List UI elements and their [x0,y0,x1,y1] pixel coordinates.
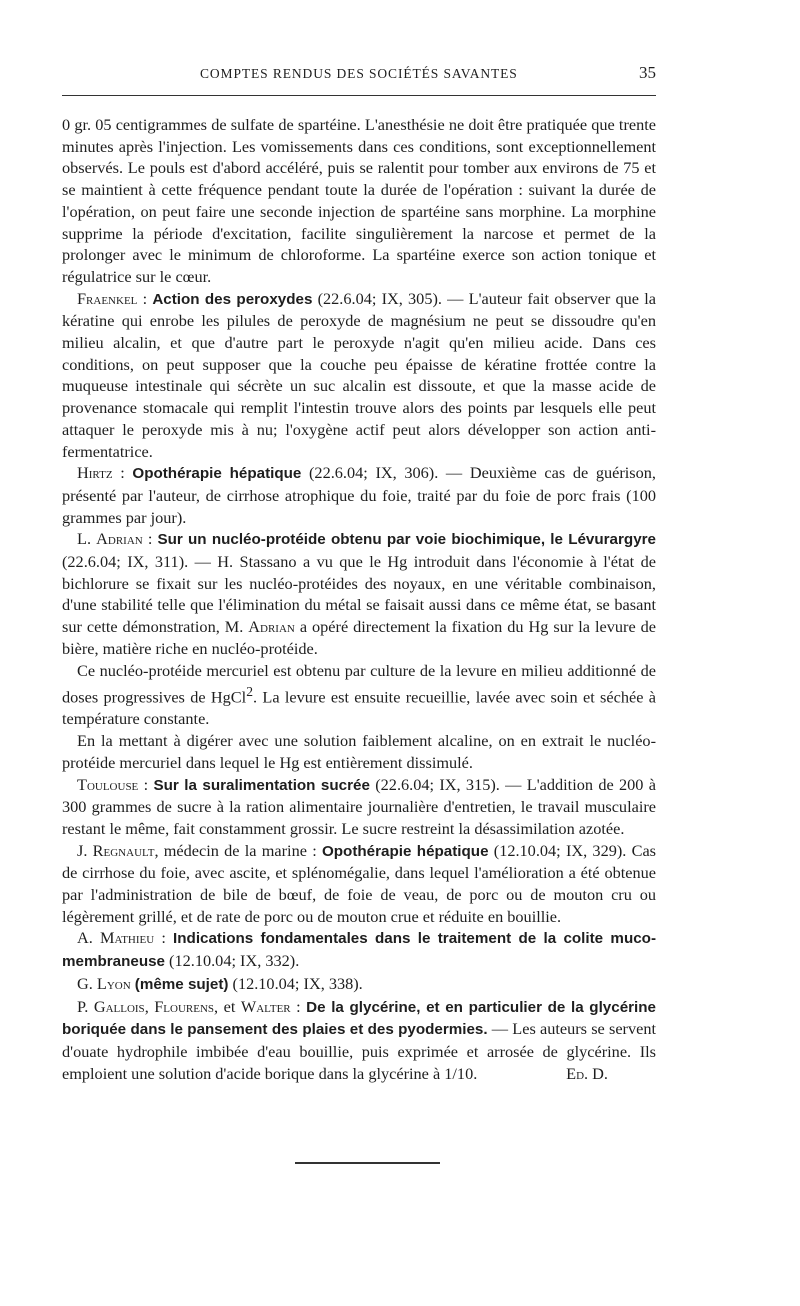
entry-title: Opothérapie hépatique [132,465,302,483]
paragraph-continuation [62,114,656,288]
author-name: Adrian [96,529,143,549]
author-name: Gallois [93,996,145,1016]
author-name: Hirtz [77,463,113,483]
entry-regnault [62,840,656,928]
entry-text: — Les auteurs se servent d'ouate hydrophile imbibée d'eau bouillie, puis exprimée et arrosée de glycérine. Ils emploient une solution d'acide borique dans la glycérine à 1/10. [62,1019,656,1083]
superscript: 2 [246,684,253,700]
author-name: Toulouse [77,774,139,794]
separator: , et [214,996,241,1016]
entry-text: (12.10.04; IX, 329). Cas de cirrhose du foie, avec ascite, et splénomégalie, dans lequel l'amélioration a été obtenue par l'administration de bile de bœuf, de foie de veau, de porc ou de mouton cru ou légèrement grillé, et de rate de porc ou de mouton crue et réduite en bouillie. [62,840,657,926]
author-name: Lyon [96,973,131,993]
author-name: Mathieu [100,928,155,948]
entry-fraenkel [62,288,656,463]
paragraph-text: 0 gr. 05 centigrammes de sulfate de spartéine. L'anesthésie ne doit être pratiquée que trente minutes après l'injection. Les vomissements dans ces conditions, sont exceptionnellement observés. Le pouls est d'abord accéléré, puis se ralentit pour tomber aux environs de 75 et se maintient à cette fréquence pendant toute la durée de l'opération : suivant la durée de l'opération, on peut faire une seconde injection de spartéine sans morphine. La morphine supprime la période d'excitation, facilite singulièrement la narcose et permet de la prolonger avec le minimum de chloroforme. La spartéine exerce son action tonique et régulatrice sur le cœur. [62,115,656,286]
entry-text: (22.6.04; IX, 315). — L'addition de 200 à 300 grammes de sucre à la ration alimentaire journalière d'entretien, le travail musculaire restant le même, fait constamment grossir. Le sucre restreint la désassimilation azotée. [62,774,656,838]
running-head: COMPTES RENDUS DES SOCIÉTÉS SAVANTES [200,66,518,81]
separator: : [138,774,154,794]
entry-text: (12.10.04; IX, 332). [164,951,300,971]
entry-lyon [62,973,656,996]
body-text [62,114,656,1084]
entry-text: (12.10.04; IX, 338). [228,973,363,993]
author-name: Adrian [248,617,295,637]
page-number: 35 [639,63,656,82]
author-name: Fraenkel [77,288,138,308]
entry-text: (22.6.04; IX, 306). — Deuxième cas de guérison, présenté par l'auteur, de cirrhose atrophique du foie, traité par du foie de porc frais (100 grammes par jour). [62,463,656,527]
separator: : [290,996,307,1016]
header-rule [62,95,656,96]
author-initial: P. [77,996,94,1016]
page-header [62,63,656,90]
entry-gallois [62,996,656,1085]
separator: : [112,463,133,483]
author-name: Flourens [154,996,215,1016]
entry-text: a opéré directement la fixation du Hg sur la levure de bière, matière riche en nucléo-protéide. [62,617,656,658]
paragraph-text: . La levure est ensuite recueillie, lavée avec soin et séchée à température constante. [62,687,656,729]
entry-adrian [62,528,656,659]
entry-title: Action des peroxydes [152,290,313,308]
entry-title: Opothérapie hépatique [321,842,489,860]
author-affiliation: , médecin de la marine : [154,840,322,860]
separator: : [142,529,158,549]
author-initial: L. [77,529,97,549]
signature: Ed. D. [566,1063,608,1083]
paragraph-text: Ce nucléo-protéide mercuriel est obtenu par culture de la levure en milieu additionné de doses progressives de HgCl [62,660,656,707]
entry-mathieu [62,927,656,972]
entry-title: De la glycérine, et en particulier de la glycérine boriquée dans le pansement des plaies et des pyodermies. [62,998,656,1039]
end-rule [295,1162,440,1164]
author-initial: J. [77,840,93,860]
separator: : [154,928,174,948]
author-initial: G. [77,973,97,993]
entry-title: Sur la suralimentation sucrée [153,776,370,794]
entry-hirtz [62,462,656,528]
author-initial: A. [77,928,100,948]
author-name: Regnault [92,840,155,860]
entry-toulouse [62,774,656,840]
entry-title: Indications fondamentales dans le traitement de la colite muco-membraneuse [62,930,656,971]
entry-title: (même sujet) [134,975,229,993]
separator: , [144,996,155,1016]
paragraph-extraction [62,730,656,773]
paragraph-mercury [62,660,656,731]
separator: : [137,288,153,308]
paragraph-text: En la mettant à digérer avec une solution faiblement alcaline, on en extrait le nucléo-protéide mercuriel dans lequel le Hg est entièrement dissimulé. [62,731,656,772]
entry-text: (22.6.04; IX, 311). — H. Stassano a vu que le Hg introduit dans l'économie à l'état de bichlorure se fixait sur les nucléo-protéides des noyaux, en une véritable combinaison, d'une stabilité telle que l'élimination du métal se faisait aussi dans ce même état, se basant sur cette démonstration, M. [62,552,656,637]
entry-text: (22.6.04; IX, 305). — L'auteur fait observer que la kératine qui enrobe les pilules de peroxyde de magnésium ne peut se dissoudre qu'en milieu alcalin, et que d'autre part le peroxyde n'agit qu'en milieu acide. Dans ces conditions, on peut supposer que la couche peu épaisse de kératine frottée contre la muqueuse intestinale qui sécrète un suc alcalin est dissoute, et que la masse acide de provenance stomacale qui remplit l'intestin trouve alors des points par lesquels elle peut attaquer le peroxyde mis à nu; l'oxygène actif peut alors développer son action anti-fermentatrice. [62,288,656,461]
author-name: Walter [240,996,291,1016]
entry-title: Sur un nucléo-protéide obtenu par voie biochimique, le Lévurargyre [157,531,656,549]
